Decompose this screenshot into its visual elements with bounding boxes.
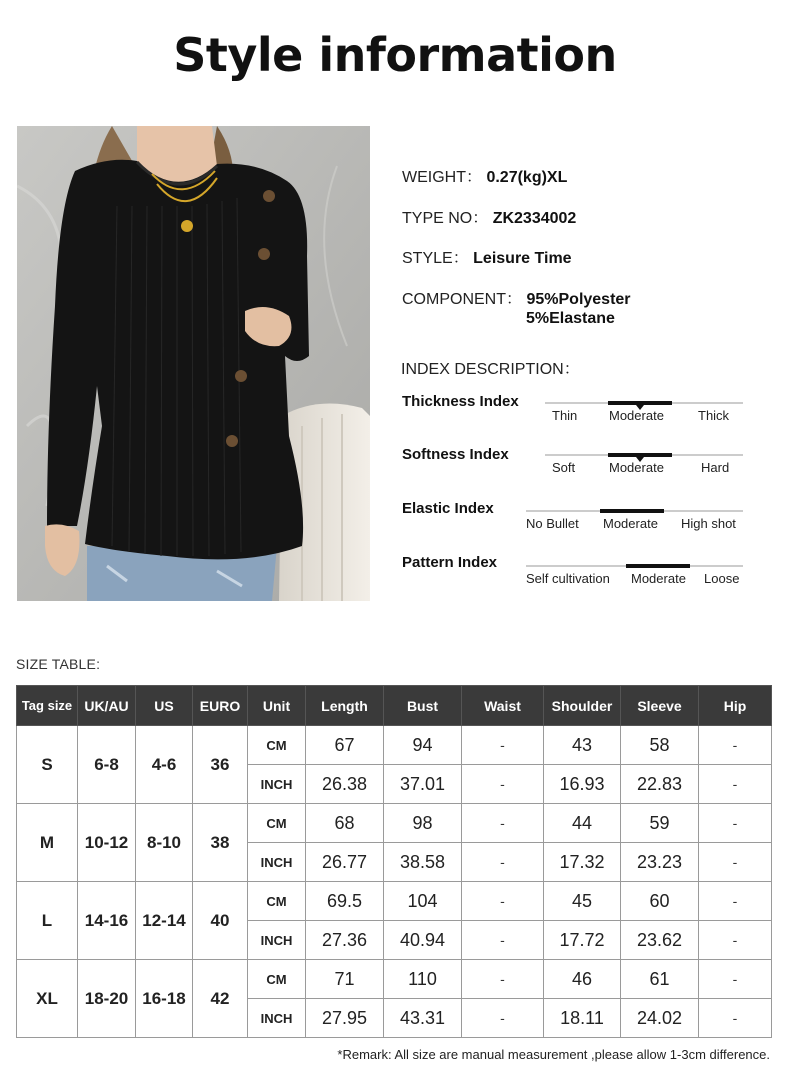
length-cell: 69.5 [306, 882, 384, 921]
hip-cell: - [699, 726, 772, 765]
pattern-index-scale [526, 559, 743, 586]
column-header: Shoulder [544, 686, 621, 726]
unit-cell: INCH [248, 843, 306, 882]
uk-au-cell: 6-8 [78, 726, 136, 804]
us-cell: 8-10 [136, 804, 193, 882]
tag-size-cell: L [17, 882, 78, 960]
hip-cell: - [699, 804, 772, 843]
scale-option-low: No Bullet [526, 516, 579, 531]
column-header: Sleeve [621, 686, 699, 726]
us-cell: 16-18 [136, 960, 193, 1038]
sleeve-cell: 23.62 [621, 921, 699, 960]
elastic-index-scale [526, 504, 743, 531]
unit-cell: INCH [248, 765, 306, 804]
waist-cell: - [462, 921, 544, 960]
hip-cell: - [699, 999, 772, 1038]
unit-cell: CM [248, 882, 306, 921]
type-value: ZK2334002 [492, 210, 577, 227]
index-description-heading: INDEX DESCRIPTION： [401, 361, 580, 378]
length-cell: 26.38 [306, 765, 384, 804]
scale-option-mid: Moderate [631, 571, 686, 586]
style-row [402, 245, 572, 268]
bust-cell: 94 [384, 726, 462, 765]
hip-cell: - [699, 921, 772, 960]
bust-cell: 38.58 [384, 843, 462, 882]
euro-cell: 38 [193, 804, 248, 882]
sleeve-cell: 59 [621, 804, 699, 843]
column-header: Waist [462, 686, 544, 726]
shoulder-cell: 46 [544, 960, 621, 999]
bust-cell: 37.01 [384, 765, 462, 804]
column-header: Tag size [17, 686, 78, 726]
length-cell: 27.95 [306, 999, 384, 1038]
sleeve-cell: 60 [621, 882, 699, 921]
sleeve-cell: 23.23 [621, 843, 699, 882]
softness-index-scale [545, 448, 743, 475]
column-header: EURO [193, 686, 248, 726]
bust-cell: 98 [384, 804, 462, 843]
length-cell: 27.36 [306, 921, 384, 960]
scale-option-high: High shot [681, 516, 736, 531]
waist-cell: - [462, 882, 544, 921]
tag-size-cell: XL [17, 960, 78, 1038]
waist-cell: - [462, 960, 544, 999]
component-label: COMPONENT： [402, 291, 523, 308]
shoulder-cell: 45 [544, 882, 621, 921]
scale-option-low: Thin [552, 408, 578, 423]
waist-cell: - [462, 843, 544, 882]
column-header: Bust [384, 686, 462, 726]
length-cell: 67 [306, 726, 384, 765]
thickness-index-label: Thickness Index [402, 393, 519, 410]
column-header: US [136, 686, 193, 726]
table-row [17, 960, 772, 999]
tag-size-cell: S [17, 726, 78, 804]
size-table-heading: SIZE TABLE: [16, 656, 101, 672]
size-table [16, 685, 772, 1038]
scale-option-high: Hard [701, 460, 730, 475]
column-header: Hip [699, 686, 772, 726]
waist-cell: - [462, 999, 544, 1038]
us-cell: 12-14 [136, 882, 193, 960]
style-value: Leisure Time [473, 250, 572, 267]
uk-au-cell: 10-12 [78, 804, 136, 882]
unit-cell: CM [248, 960, 306, 999]
style-label: STYLE： [402, 250, 469, 267]
unit-cell: CM [248, 804, 306, 843]
column-header: Length [306, 686, 384, 726]
scale-option-mid: Moderate [603, 516, 658, 531]
length-cell: 26.77 [306, 843, 384, 882]
unit-cell: INCH [248, 999, 306, 1038]
table-row [17, 726, 772, 765]
component-value-1: 95%Polyester [526, 291, 631, 308]
us-cell: 4-6 [136, 726, 193, 804]
scale-option-high: Loose [704, 571, 740, 586]
component-row [402, 286, 631, 328]
bust-cell: 40.94 [384, 921, 462, 960]
sleeve-cell: 61 [621, 960, 699, 999]
waist-cell: - [462, 804, 544, 843]
shoulder-cell: 43 [544, 726, 621, 765]
euro-cell: 42 [193, 960, 248, 1038]
uk-au-cell: 18-20 [78, 960, 136, 1038]
bust-cell: 43.31 [384, 999, 462, 1038]
sleeve-cell: 22.83 [621, 765, 699, 804]
scale-option-low: Self cultivation [526, 571, 610, 586]
bust-cell: 104 [384, 882, 462, 921]
type-row [402, 205, 576, 228]
table-row [17, 804, 772, 843]
hip-cell: - [699, 960, 772, 999]
pattern-index-label: Pattern Index [402, 554, 498, 571]
page-title: Style information [173, 28, 617, 82]
scale-option-mid: Moderate [609, 460, 664, 475]
thickness-index-scale [545, 396, 743, 423]
euro-cell: 40 [193, 882, 248, 960]
hip-cell: - [699, 843, 772, 882]
length-cell: 71 [306, 960, 384, 999]
euro-cell: 36 [193, 726, 248, 804]
sleeve-cell: 24.02 [621, 999, 699, 1038]
scale-option-mid: Moderate [609, 408, 664, 423]
bust-cell: 110 [384, 960, 462, 999]
product-photo [17, 126, 370, 601]
shoulder-cell: 17.32 [544, 843, 621, 882]
shoulder-cell: 16.93 [544, 765, 621, 804]
scale-option-high: Thick [698, 408, 730, 423]
scale-option-low: Soft [552, 460, 576, 475]
table-header-row [17, 686, 772, 726]
hip-cell: - [699, 882, 772, 921]
weight-label: WEIGHT： [402, 169, 482, 186]
shoulder-cell: 17.72 [544, 921, 621, 960]
scale-selected-mark [626, 564, 690, 568]
unit-cell: INCH [248, 921, 306, 960]
shoulder-cell: 18.11 [544, 999, 621, 1038]
elastic-index-label: Elastic Index [402, 500, 494, 517]
waist-cell: - [462, 726, 544, 765]
scale-selected-mark [600, 509, 664, 513]
shoulder-cell: 44 [544, 804, 621, 843]
remark-note: *Remark: All size are manual measurement ,please allow 1-3cm difference. [337, 1047, 770, 1062]
weight-value: 0.27(kg)XL [486, 169, 568, 186]
sleeve-cell: 58 [621, 726, 699, 765]
component-value-2: 5%Elastane [526, 310, 615, 327]
tag-size-cell: M [17, 804, 78, 882]
type-label: TYPE NO： [402, 210, 489, 227]
waist-cell: - [462, 765, 544, 804]
hip-cell: - [699, 765, 772, 804]
unit-cell: CM [248, 726, 306, 765]
column-header: UK/AU [78, 686, 136, 726]
column-header: Unit [248, 686, 306, 726]
softness-index-label: Softness Index [402, 446, 509, 463]
length-cell: 68 [306, 804, 384, 843]
uk-au-cell: 14-16 [78, 882, 136, 960]
table-row [17, 882, 772, 921]
weight-row [402, 164, 567, 187]
